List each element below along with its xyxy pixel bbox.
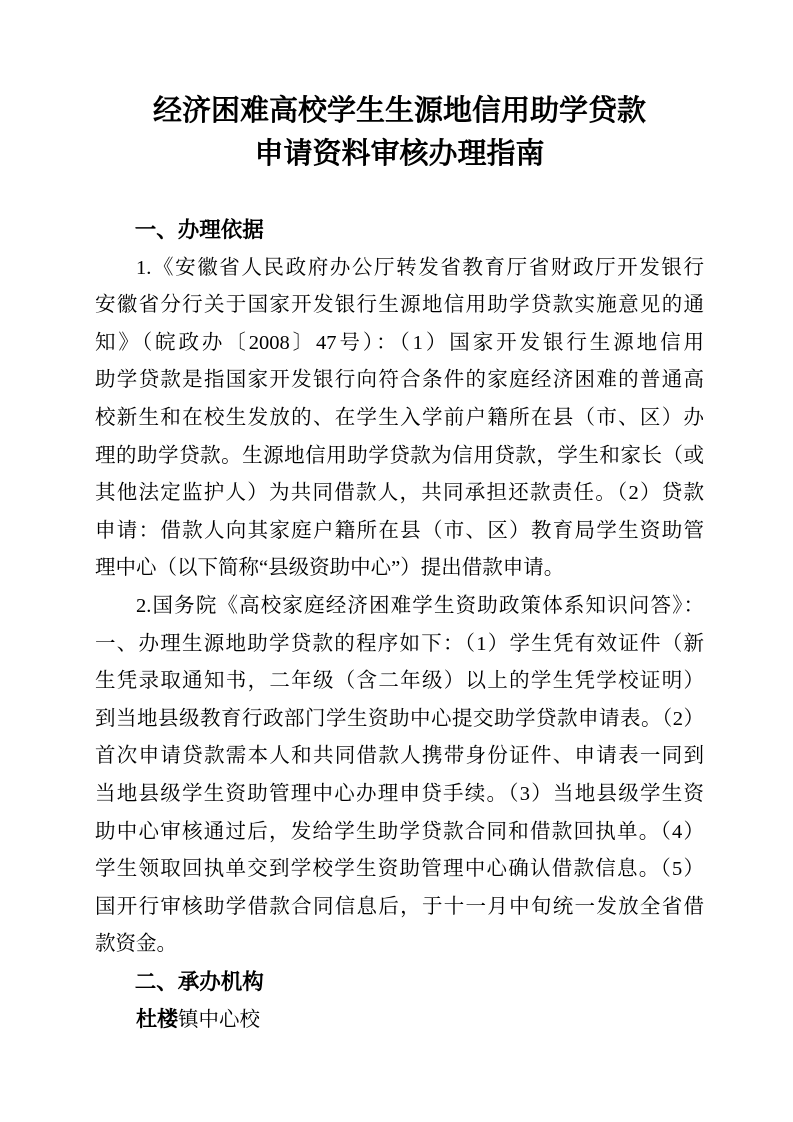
paragraph-line: 理中心（以下简称“县级资助中心”）提出借款申请。 [95,557,565,580]
paragraph-line: 国开行审核助学借款合同信息后，于十一月中旬统一发放全省借 [95,895,704,918]
paragraph-line: 助学贷款是指国家开发银行向符合条件的家庭经济困难的普通高 [95,369,704,392]
paragraph-line: 理的助学贷款。生源地信用助学贷款为信用贷款，学生和家长（或 [95,444,704,467]
organization-name-bold: 杜楼 [136,1008,178,1032]
paragraph-line: 校新生和在校生发放的、在学生入学前户籍所在县（市、区）办 [95,406,704,429]
paragraph-basis-2 [95,588,704,964]
paragraph-line: 到当地县级教育行政部门学生资助中心提交助学贷款申请表。（2） [95,707,704,730]
document-title [95,90,704,176]
title-line-2: 申请资料审核办理指南 [254,138,545,170]
paragraph-line: 款资金。 [95,933,177,956]
paragraph-line: 首次申请贷款需本人和共同借款人携带身份证件、申请表一同到 [95,745,704,768]
paragraph-line: 当地县级学生资助管理中心办理申贷手续。（3）当地县级学生资 [95,782,704,805]
paragraph-line: 2.国务院《高校家庭经济困难学生资助政策体系知识问答》： [136,594,704,617]
paragraph-line: 学生领取回执单交到学校学生资助管理中心确认借款信息。（5） [95,858,704,881]
paragraph-line: 知》（皖政办〔2008〕47号）：（1）国家开发银行生源地信用 [95,331,704,354]
paragraph-line: 一、办理生源地助学贷款的程序如下：（1）学生凭有效证件（新 [95,632,704,655]
organization-name-rest: 镇中心校 [178,1009,260,1032]
paragraph-line: 1.《安徽省人民政府办公厅转发省教育厅省财政厅开发银行 [136,256,704,279]
paragraph-line: 申请：借款人向其家庭户籍所在县（市、区）教育局学生资助管 [95,519,704,542]
paragraph-line: 其他法定监护人）为共同借款人，共同承担还款责任。（2）贷款 [95,482,704,505]
section-heading-agency: 二、承办机构 [134,969,264,994]
paragraph-line: 安徽省分行关于国家开发银行生源地信用助学贷款实施意见的通 [95,294,704,317]
organization-name [95,1001,704,1040]
title-line-1: 经济困难高校学生生源地信用助学贷款 [152,95,646,127]
paragraph-line: 生凭录取通知书，二年级（含二年级）以上的学生凭学校证明） [95,670,704,693]
paragraph-line: 助中心审核通过后，发给学生助学贷款合同和借款回执单。（4） [95,820,704,843]
document-body [95,212,704,1040]
section-heading-basis: 一、办理依据 [134,218,264,242]
paragraph-basis-1 [95,250,704,588]
